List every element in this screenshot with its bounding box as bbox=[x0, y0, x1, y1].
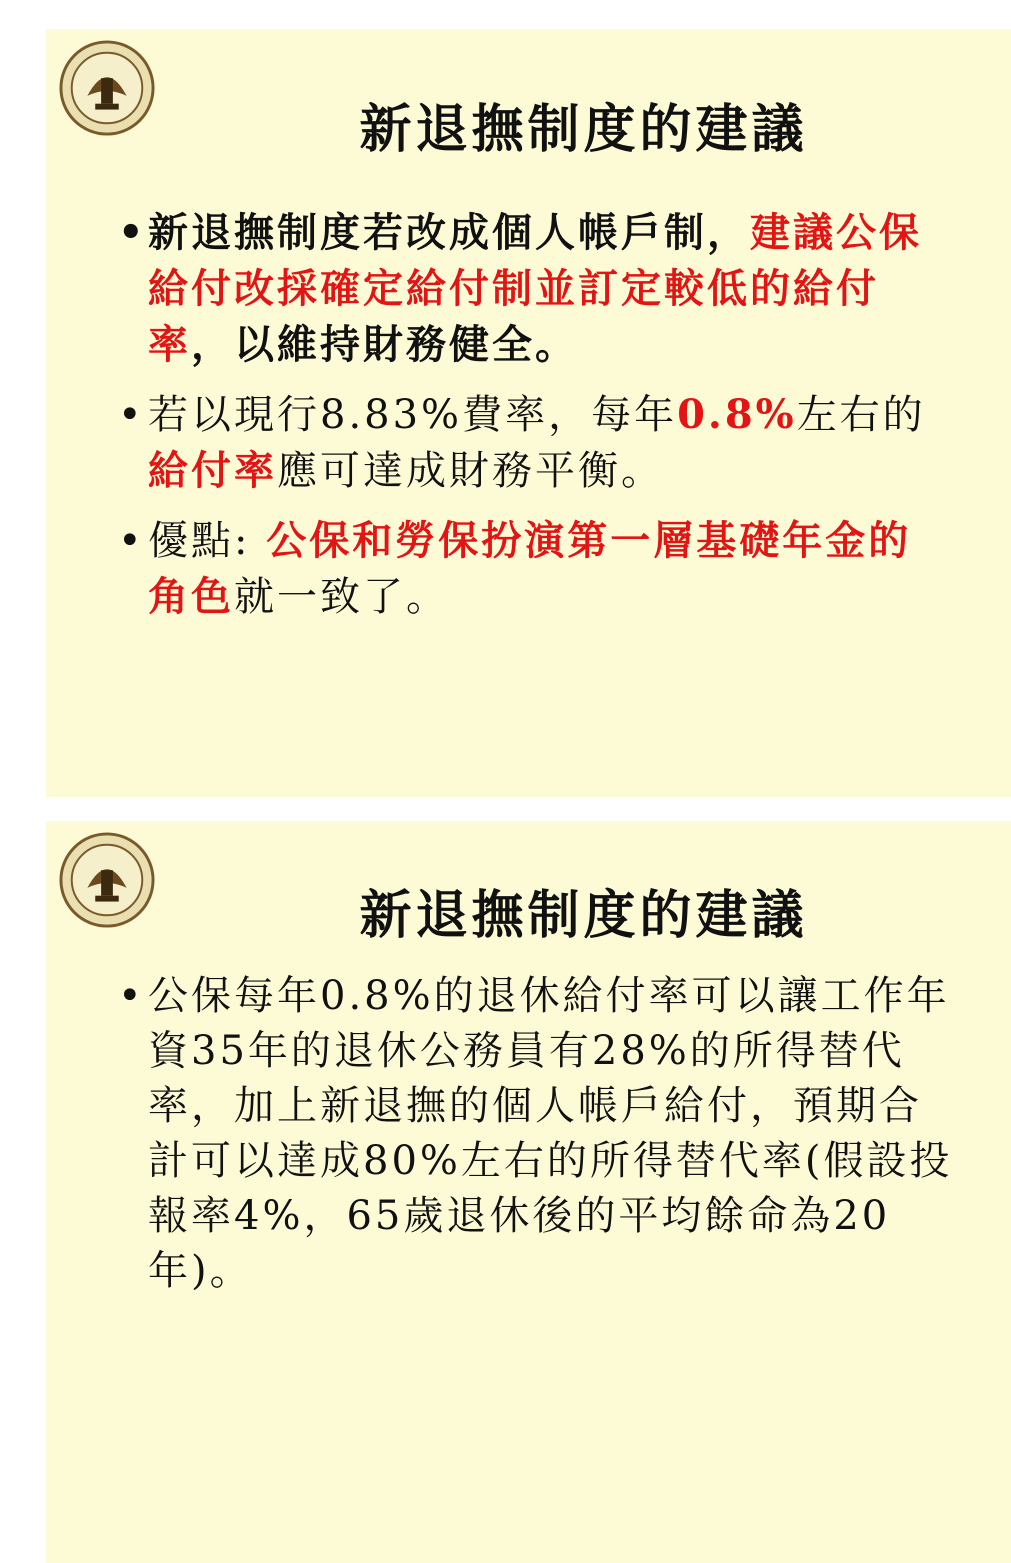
bullet-list bbox=[118, 969, 954, 1313]
bullet-text: 新退撫制度若改成個人帳戶制， bbox=[148, 209, 750, 256]
bullet-item bbox=[118, 513, 954, 625]
bullet-text: 就一致了。 bbox=[234, 574, 449, 620]
slide-1 bbox=[46, 29, 1011, 797]
bullet-item bbox=[118, 969, 954, 1299]
bullet-dot: • bbox=[118, 392, 145, 438]
bullet-dot: • bbox=[118, 209, 147, 256]
bullet-text: 應可達成財務平衡。 bbox=[277, 448, 664, 494]
slide-title: 新退撫制度的建議 bbox=[359, 99, 808, 160]
highlight-text: 0.8% bbox=[677, 391, 797, 438]
highlight-text: 公保和勞保扮演第一層基礎年金的角色 bbox=[148, 517, 912, 620]
bullet-text: 左右的 bbox=[796, 392, 926, 438]
bullet-text: 優點: bbox=[148, 518, 267, 564]
highlight-text: 給付率 bbox=[148, 447, 277, 494]
bullet-list bbox=[118, 205, 954, 639]
bullet-dot: • bbox=[118, 973, 145, 1019]
highlight-text: 建議公保給付改採確定給付制並訂定較低的給付率 bbox=[148, 209, 922, 368]
bullet-text: 公保每年0.8%的退休給付率可以讓工作年資35年的退休公務員有28%的所得替代率，加上新退撫的個人帳戶給付，預期合計可以達成80%左右的所得替代率(假設投報率4%，65歲退休後的平均餘命為20年)。 bbox=[148, 973, 953, 1294]
slide-title: 新退撫制度的建議 bbox=[359, 885, 808, 946]
bullet-dot: • bbox=[118, 518, 145, 564]
bullet-text: 若以現行8.83%費率，每年 bbox=[148, 392, 678, 438]
bullet-item bbox=[118, 387, 954, 499]
bullet-item bbox=[118, 205, 954, 373]
bullet-text: ，以維持財務健全。 bbox=[191, 321, 578, 368]
slide-2 bbox=[46, 821, 1011, 1563]
